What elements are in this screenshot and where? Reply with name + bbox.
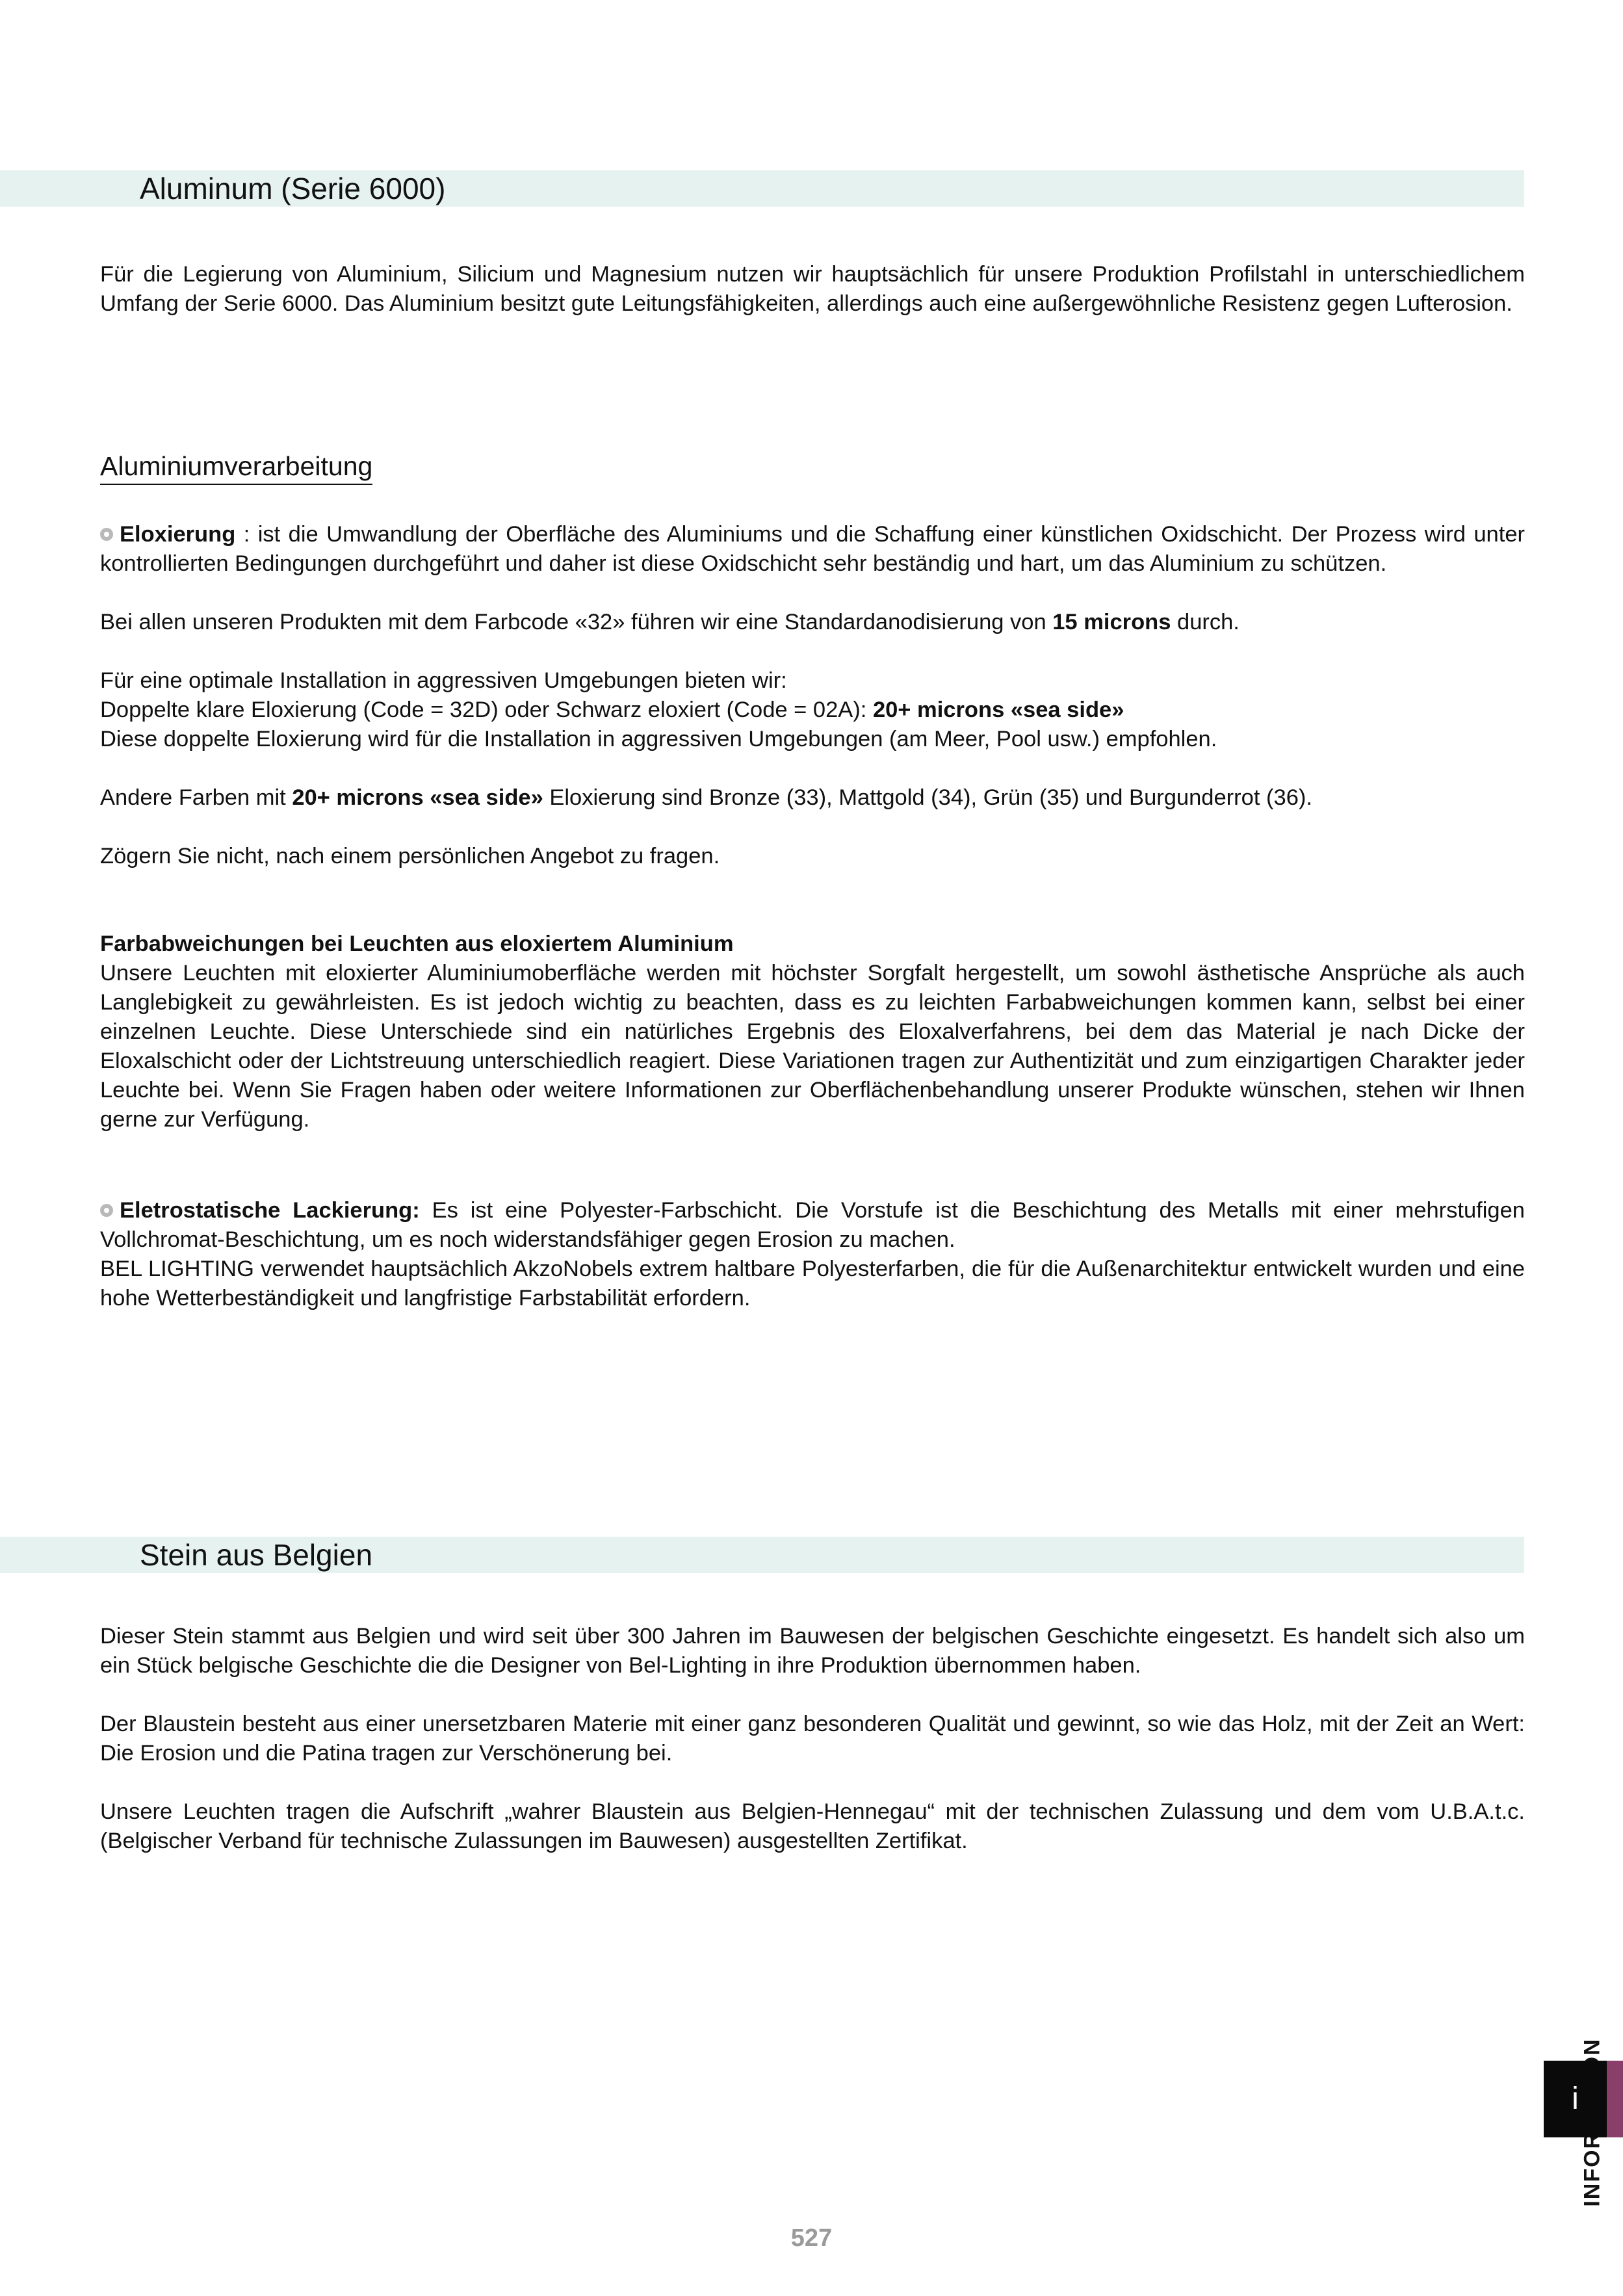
section-title-stein: Stein aus Belgien — [140, 1538, 373, 1572]
deviations-heading-text: Farbabweichungen bei Leuchten aus eloxiertem Aluminium — [100, 932, 734, 956]
lackierung-text: Es ist eine Polyester-Farbschicht. Die Vorstufe ist die Beschichtung des Metalls mit einer mehrstufigen Vollchromat-Beschichtung, um es noch widerstandsfähiger gegen Erosion zu machen. — [100, 1198, 1525, 1252]
standard-bold: 15 microns — [1052, 610, 1171, 634]
aggressive-line3: Diese doppelte Eloxierung wird für die Installation in aggressiven Umgebungen (am Meer, Pool usw.) empfohlen. — [100, 727, 1217, 751]
aggressive-line2 — [100, 696, 1525, 725]
stein-paragraph-3: Unsere Leuchten tragen die Aufschrift „wahrer Blaustein aus Belgien-Hennegau“ mit der technischen Zulassung und dem vom U.B.A.t.c. (Belgischer Verband für technische Zulassungen im Bauwesen) ausgestellten Zertifikat. — [100, 1799, 1525, 1853]
lackierung-term: Eletrostatische Lackierung: — [120, 1198, 420, 1223]
deviations-text: Unsere Leuchten mit eloxierter Aluminiumoberfläche werden mit höchster Sorgfalt hergestellt, um sowohl ästhetische Ansprüche als auch Langlebigkeit zu gewährleisten. Es ist jedoch wichtig zu beachten, dass es zu leichten Farbabweichungen kommen kann, selbst bei einer einzelnen Leuchte. Diese Unterschiede sind ein natürliches Ergebnis des Eloxalverfahrens, bei dem das Material je nach Dicke der Eloxalschicht oder der Lichtstreuung unterschiedlich reagiert. Diese Variationen tragen zur Authentizität und zum einzigartigen Charakter jeder Leuchte bei. Wenn Sie Fragen haben oder weitere Informationen zur Oberflächenbehandlung unserer Produkte wünschen, stehen wir Ihnen gerne zur Verfügung. — [100, 961, 1525, 1132]
aggressive-line1: Für eine optimale Installation in aggressiven Umgebungen bieten wir: — [100, 668, 787, 693]
standard-pre: Bei allen unseren Produkten mit dem Farbcode «32» führen wir eine Standardanodisierung von — [100, 610, 1053, 634]
bullet-icon — [100, 528, 113, 541]
aggressive-line2-bold: 20+ microns «sea side» — [872, 698, 1124, 722]
stein-paragraph-2: Der Blaustein besteht aus einer unersetzbaren Materie mit einer ganz besonderen Qualität und gewinnt, so wie das Holz, mit der Zeit an Wert: Die Erosion und die Patina tragen zur Verschönerung bei. — [100, 1712, 1525, 1766]
stein-paragraph-1: Dieser Stein stammt aus Belgien und wird seit über 300 Jahren im Bauwesen der belgischen Geschichte eingesetzt. Es handelt sich also um ein Stück belgische Geschichte die die Designer von Bel-Lighting in ihre Produktion übernommen haben. — [100, 1624, 1525, 1678]
standard-post: durch. — [1171, 610, 1240, 634]
bullet-icon — [100, 1204, 113, 1217]
subheading-aluminiumverarbeitung: Aluminiumverarbeitung — [100, 450, 372, 485]
other-colors — [100, 783, 1525, 813]
other-colors-bold: 20+ microns «sea side» — [292, 785, 543, 810]
info-icon: i — [1544, 2061, 1607, 2137]
section-title-aluminum: Aluminum (Serie 6000) — [140, 172, 446, 205]
deviations-heading — [100, 930, 1525, 959]
eloxierung-term: Eloxierung — [120, 522, 236, 547]
lackierung-paragraph — [100, 1196, 1525, 1255]
offer-text: Zögern Sie nicht, nach einem persönlichen Angebot zu fragen. — [100, 844, 720, 868]
aggressive-line2-pre: Doppelte klare Eloxierung (Code = 32D) oder Schwarz eloxiert (Code = 02A): — [100, 698, 873, 722]
aluminum-intro: Für die Legierung von Aluminium, Silicium und Magnesium nutzen wir hauptsächlich für unsere Produktion Profilstahl in unterschiedlichem Umfang der Serie 6000. Das Aluminium besitzt gute Leitungsfähigkeiten, allerdings auch eine außergewöhnliche Resistenz gegen Lufterosion. — [100, 262, 1525, 316]
lackierung-paragraph-2: BEL LIGHTING verwendet hauptsächlich AkzoNobels extrem haltbare Polyesterfarben, die für die Außenarchitektur entwickelt wurden und eine hohe Wetterbeständigkeit und langfristige Farbstabilität erfordern. — [100, 1257, 1525, 1311]
eloxierung-text: : ist die Umwandlung der Oberfläche des Aluminiums und die Schaffung einer künstlichen Oxidschicht. Der Prozess wird unter kontrollierten Bedingungen durchgeführt und daher ist diese Oxidschicht sehr beständig und hart, um das Aluminium zu schützen. — [100, 522, 1525, 576]
other-colors-post: Eloxierung sind Bronze (33), Mattgold (34), Grün (35) und Burgunderrot (36). — [543, 785, 1312, 810]
eloxierung-paragraph — [100, 520, 1525, 579]
page-number: 527 — [790, 2224, 833, 2252]
info-accent-bar — [1607, 2061, 1623, 2137]
standard-anodizing — [100, 608, 1525, 637]
other-colors-pre: Andere Farben mit — [100, 785, 292, 810]
